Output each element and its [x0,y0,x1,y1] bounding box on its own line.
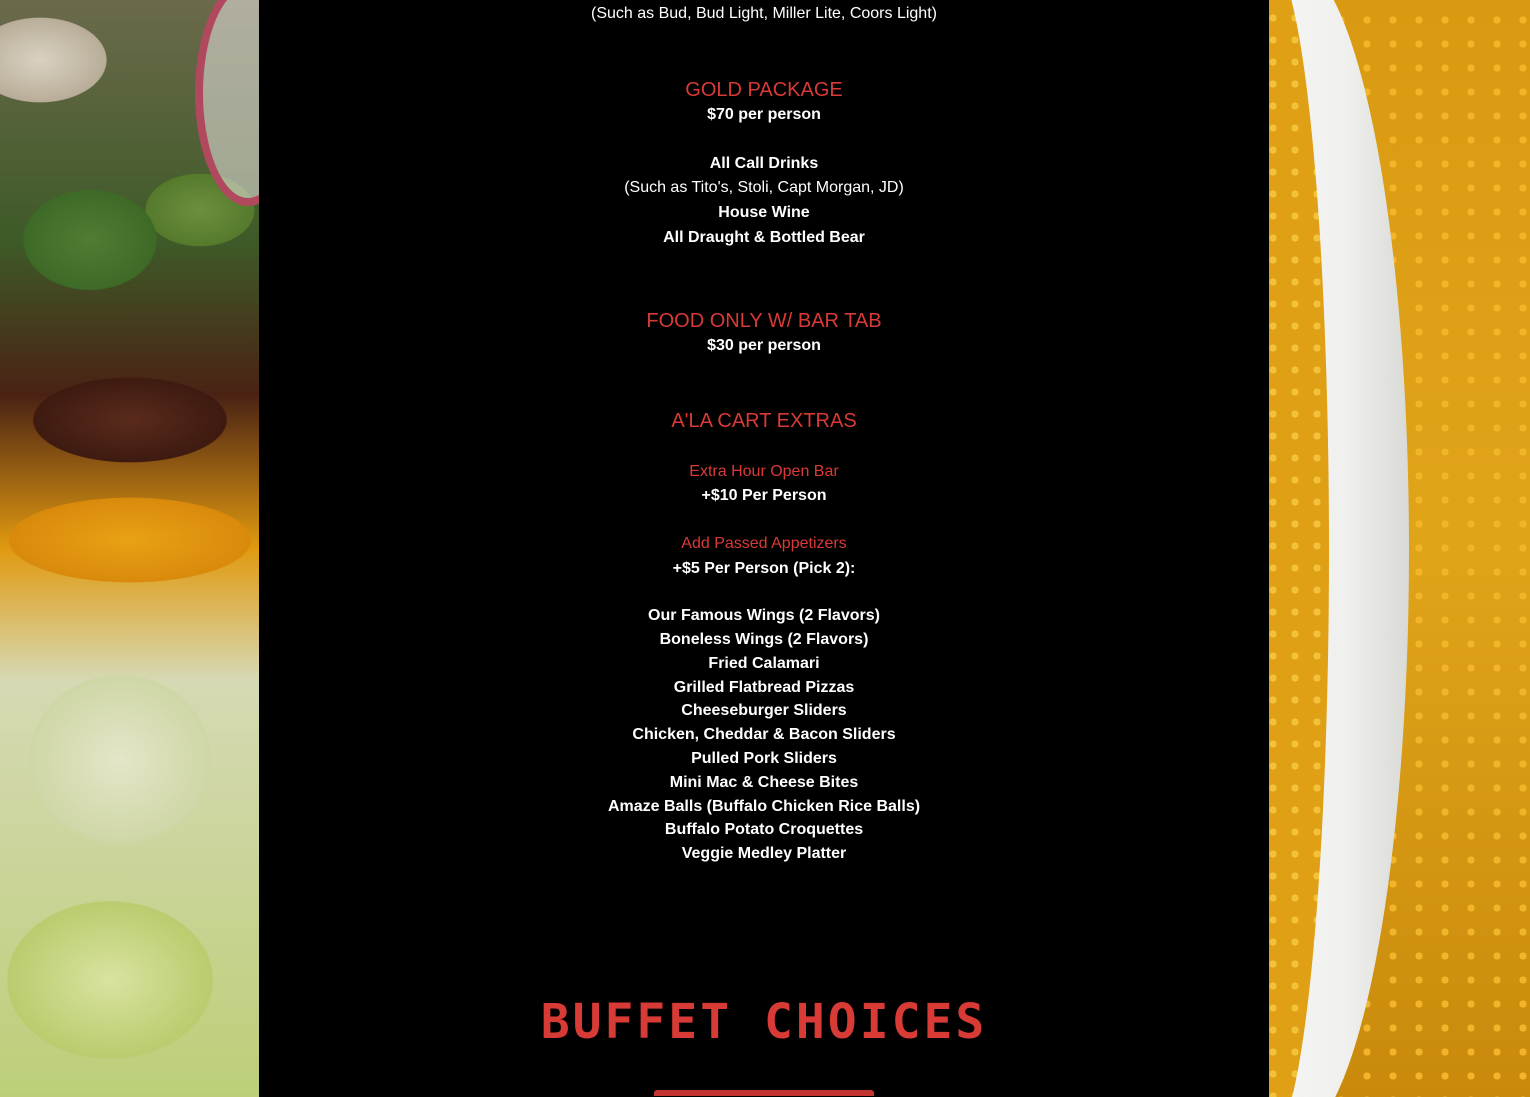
onion-ring-decoration [195,0,259,206]
appetizer-item: Chicken, Cheddar & Bacon Sliders [632,726,896,743]
gold-item-house-wine: House Wine [718,204,810,221]
gold-drinks-note: (Such as Tito's, Stoli, Capt Morgan, JD) [624,179,904,196]
gold-item-draught-bottled: All Draught & Bottled Bear [663,229,865,246]
appetizer-item: Veggie Medley Platter [681,845,847,862]
gold-item-call-drinks: All Call Drinks [709,155,819,172]
food-only-title: FOOD ONLY W/ BAR TAB [646,310,882,332]
appetizer-item: Pulled Pork Sliders [691,750,837,767]
gold-package-title: GOLD PACKAGE [685,79,843,101]
open-bar-title: Extra Hour Open Bar [689,463,839,480]
food-photo-left [0,0,259,1097]
next-section-heading-cutoff [654,1090,874,1097]
appetizers-title: Add Passed Appetizers [681,535,847,552]
appetizer-item: Boneless Wings (2 Flavors) [659,631,869,648]
menu-column [259,0,1269,1097]
appetizer-item: Mini Mac & Cheese Bites [669,774,859,791]
appetizer-item: Buffalo Potato Croquettes [664,821,864,838]
gold-package-price: $70 per person [707,106,821,123]
appetizer-item: Our Famous Wings (2 Flavors) [648,607,880,624]
extras-title: A'LA CART EXTRAS [671,410,857,432]
buffet-choices-heading: BUFFET CHOICES [540,994,988,1050]
appetizers-price: +$5 Per Person (Pick 2): [672,560,856,577]
appetizer-item: Amaze Balls (Buffalo Chicken Rice Balls) [607,798,921,815]
food-photo-right [1269,0,1530,1097]
appetizer-item: Fried Calamari [708,655,820,672]
open-bar-price: +$10 Per Person [701,487,827,504]
appetizer-item: Cheeseburger Sliders [681,702,847,719]
appetizer-item: Grilled Flatbread Pizzas [673,679,855,696]
beer-examples-note: (Such as Bud, Bud Light, Miller Lite, Coors Light) [591,5,937,22]
food-only-price: $30 per person [707,337,821,354]
